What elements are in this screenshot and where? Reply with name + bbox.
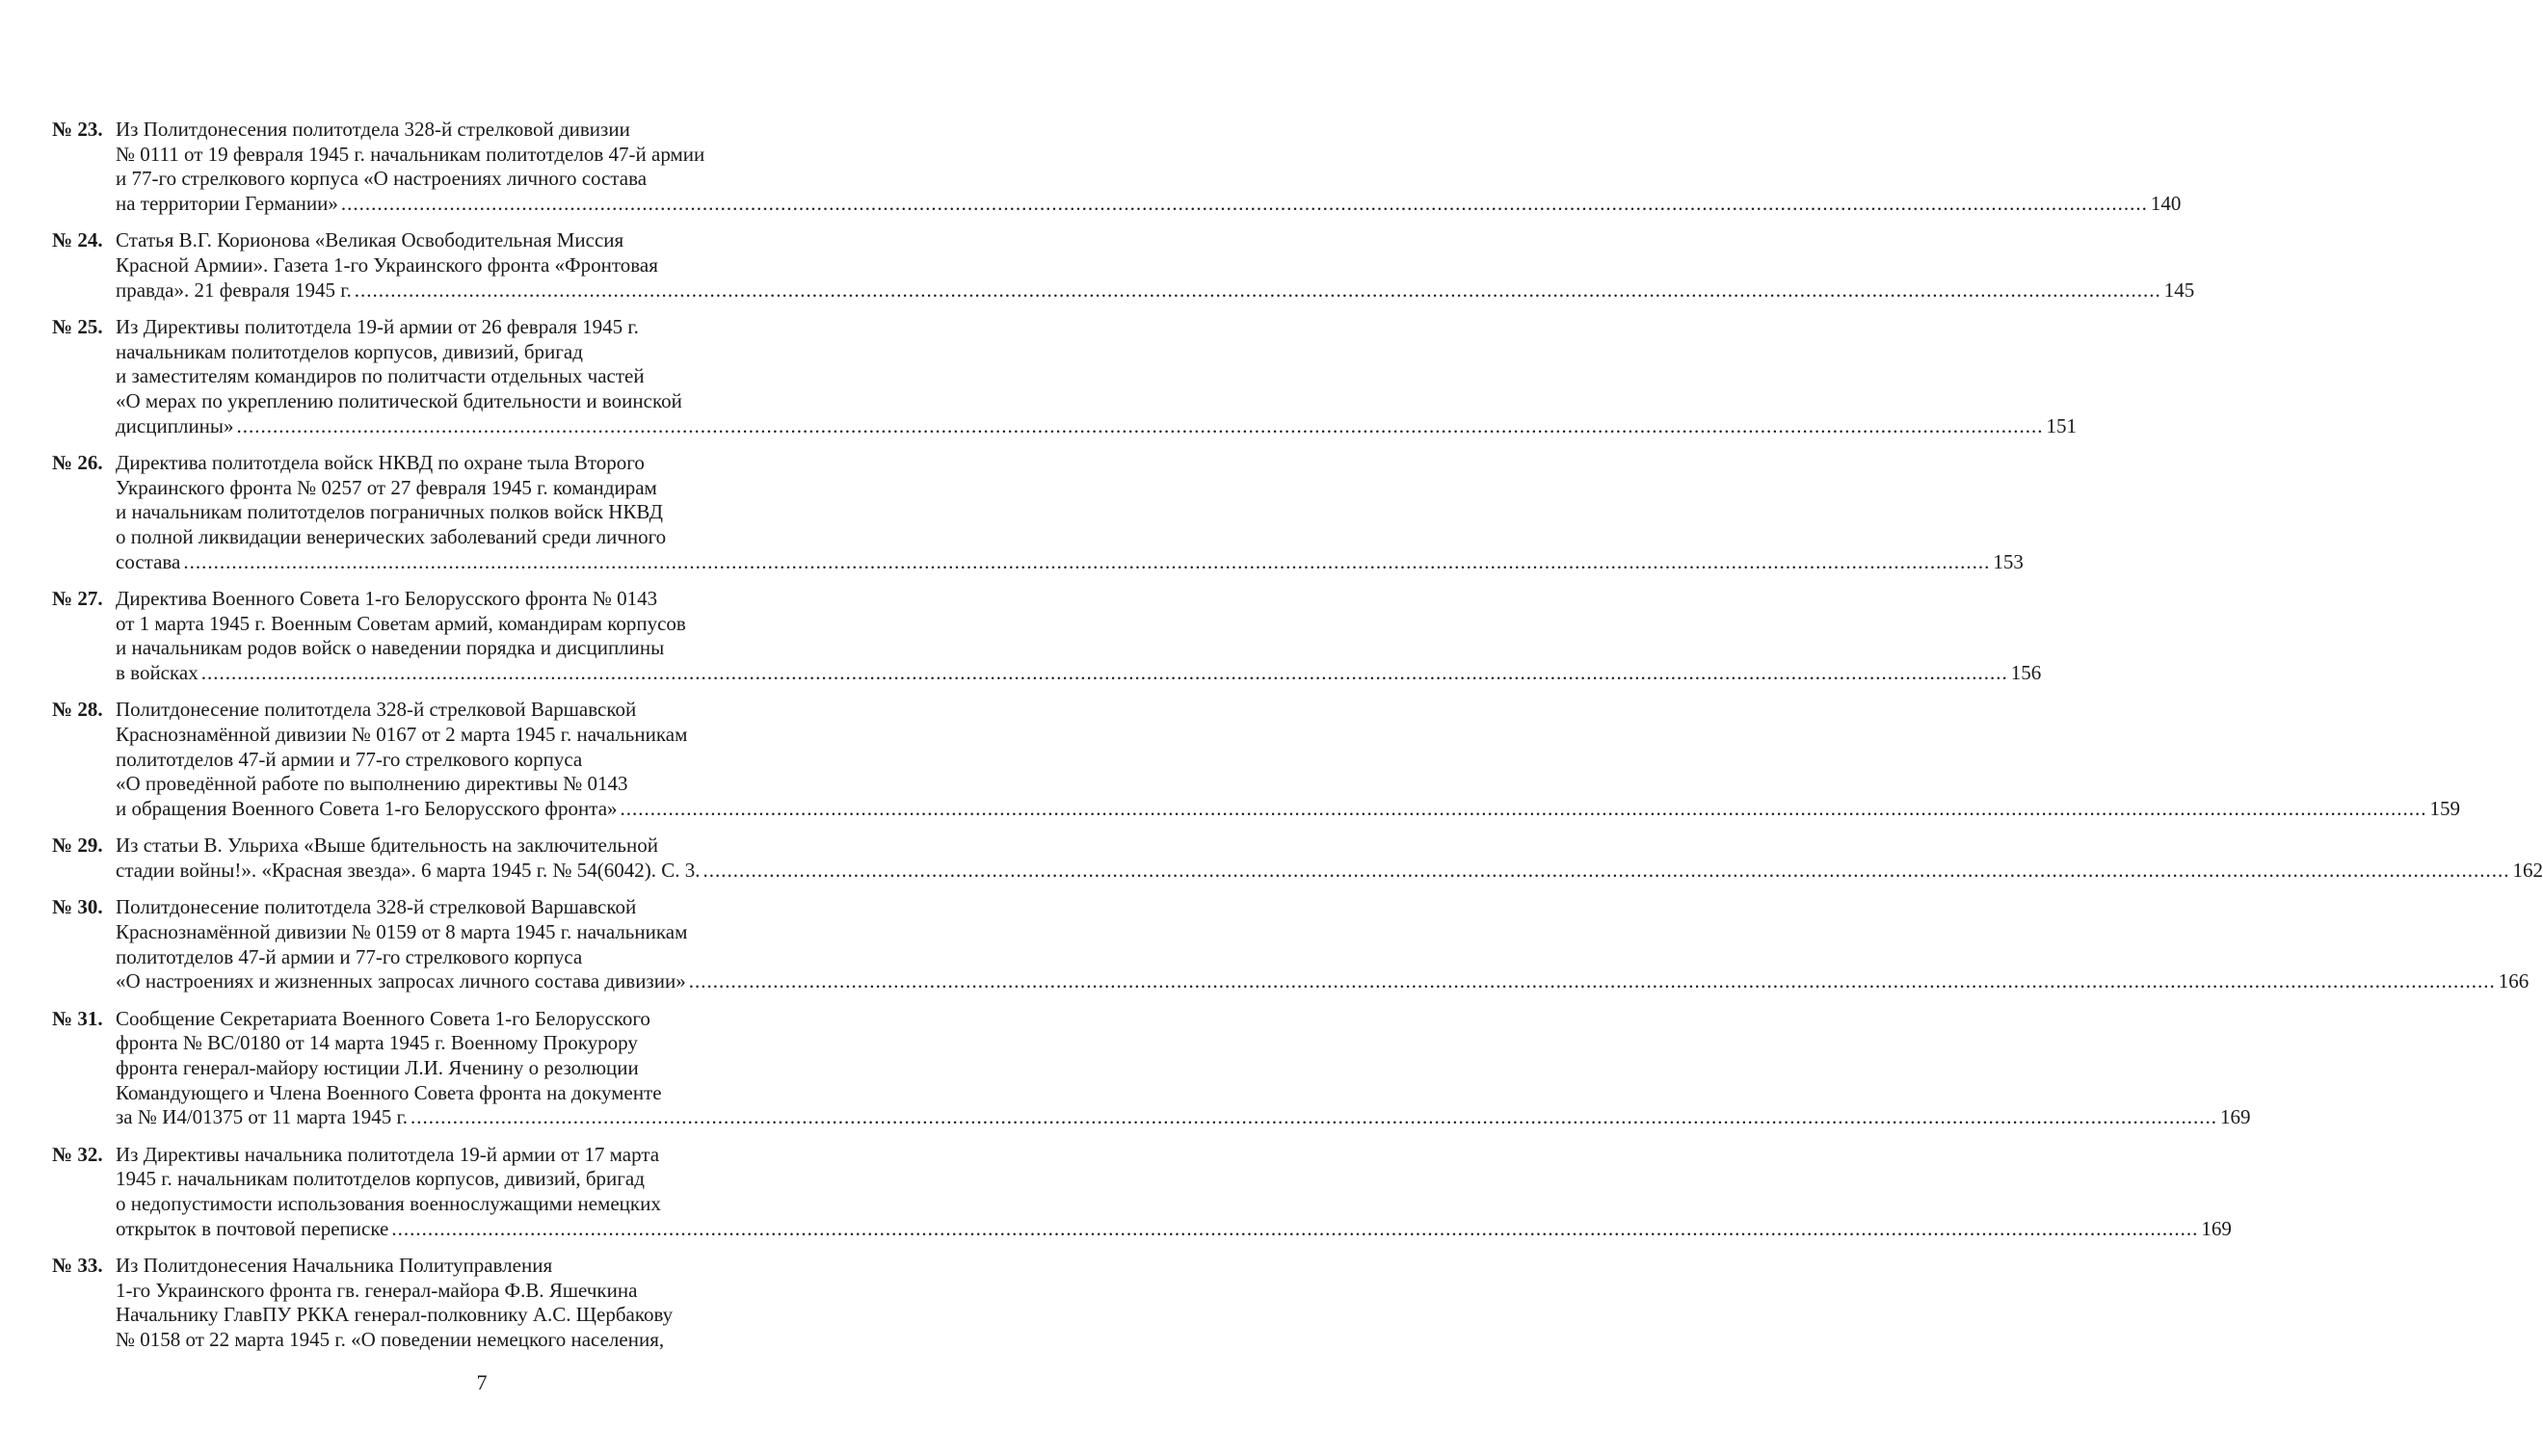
entry-title-line: фронта № ВС/0180 от 14 марта 1945 г. Военному Прокурору <box>116 1031 638 1055</box>
toc-entry <box>52 1142 2232 1242</box>
entry-title-line: «О проведённой работе по выполнению директивы № 0143 <box>116 772 628 796</box>
entry-title-line: Украинского фронта № 0257 от 27 февраля 1945 г. командирам <box>116 475 657 499</box>
entry-title-text: и обращения Военного Совета 1-го Белорусского фронта» <box>116 797 618 821</box>
entry-page-number: 140 <box>2150 192 2182 216</box>
entry-number: № 25. <box>52 314 103 338</box>
entry-number: № 27. <box>52 586 103 610</box>
table-of-contents <box>52 118 2543 1364</box>
entry-title-line: Сообщение Секретариата Военного Совета 1-го Белорусского <box>116 1006 650 1030</box>
dot-leader: ............................................................................................................................................................................................................................................................................................................ <box>200 661 2008 685</box>
entry-title-text: «О настроениях и жизненных запросах личного состава дивизии» <box>116 969 686 993</box>
entry-title-line: Политдонесение политотдела 328-й стрелковой Варшавской <box>116 698 637 722</box>
dot-leader: ............................................................................................................................................................................................................................................................................................................ <box>702 858 2510 882</box>
entry-title-line: Директива политотдела войск НКВД по охране тыла Второго <box>116 450 645 474</box>
entry-title-line: и начальникам родов войск о наведении порядка и дисциплины <box>116 636 665 660</box>
dot-leader: ............................................................................................................................................................................................................................................................................................................ <box>620 797 2427 821</box>
entry-number: № 33. <box>52 1253 103 1277</box>
dot-leader: ............................................................................................................................................................................................................................................................................................................ <box>183 549 1991 573</box>
entry-title-line: от 1 марта 1945 г. Военным Советам армий, командирам корпусов <box>116 611 686 635</box>
entry-page-number: 169 <box>2201 1216 2232 1240</box>
entry-title-line <box>116 413 2078 439</box>
entry-title-line: № 0158 от 22 марта 1945 г. «О поведении немецкого населения, <box>116 1327 665 1351</box>
entry-page-number: 153 <box>1993 549 2024 573</box>
entry-title-text: дисциплины» <box>116 413 234 437</box>
dot-leader: ............................................................................................................................................................................................................................................................................................................ <box>410 1105 2217 1129</box>
toc-entry <box>52 118 2182 217</box>
entry-title-line: политотделов 47-й армии и 77-го стрелкового корпуса <box>116 747 583 771</box>
entry-number: № 32. <box>52 1142 103 1166</box>
entry-title-line <box>116 1216 2232 1242</box>
entry-page-number: 145 <box>2163 278 2195 302</box>
entry-title-text: стадии войны!». «Красная звезда». 6 марта 1945 г. № 54(6042). С. 3. <box>116 858 701 882</box>
entry-number: № 26. <box>52 450 103 474</box>
entry-title-line: Краснознамённой дивизии № 0167 от 2 марта 1945 г. начальникам <box>116 722 688 746</box>
entry-title-text: в войсках <box>116 661 199 685</box>
page-number: 7 <box>476 1370 488 1394</box>
entry-title-line: Из Директивы начальника политотдела 19-й армии от 17 марта <box>116 1142 660 1166</box>
entry-page-number: 156 <box>2010 661 2042 685</box>
entry-title-line <box>116 858 2543 884</box>
entry-title-line: и 77-го стрелкового корпуса «О настроениях личного состава <box>116 167 648 191</box>
entry-title-text: правда». 21 февраля 1945 г. <box>116 278 352 302</box>
entry-title-line: и заместителям командиров по политчасти отдельных частей <box>116 364 645 388</box>
dot-leader: ............................................................................................................................................................................................................................................................................................................ <box>688 969 2496 993</box>
entry-title-line: о недопустимости использования военнослужащими немецких <box>116 1191 661 1215</box>
entry-title-line: 1945 г. начальникам политотделов корпусов, дивизий, бригад <box>116 1167 645 1191</box>
entry-title-line: Красной Армии». Газета 1-го Украинского фронта «Фронтовая <box>116 253 658 278</box>
entry-title-line: Из Политдонесения политотдела 328-й стрелковой дивизии <box>116 118 630 141</box>
entry-title-line: Из Директивы политотдела 19-й армии от 26 февраля 1945 г. <box>116 314 639 338</box>
toc-entry <box>52 698 2461 822</box>
entry-title-line: Командующего и Члена Военного Совета фронта на документе <box>116 1080 662 1104</box>
entry-number: № 24. <box>52 228 103 252</box>
toc-entry <box>52 586 2042 686</box>
dot-leader: ............................................................................................................................................................................................................................................................................................................ <box>236 413 2044 437</box>
toc-entry <box>52 1254 852 1353</box>
entry-title-text: на территории Германии» <box>116 192 338 216</box>
entry-title-line: Краснознамённой дивизии № 0159 от 8 марта 1945 г. начальникам <box>116 919 688 943</box>
entry-title-line: Из статьи В. Ульриха «Выше бдительность на заключительной <box>116 834 658 858</box>
toc-entry <box>52 834 2543 883</box>
entry-title-line <box>116 797 2461 822</box>
entry-title-line: политотделов 47-й армии и 77-го стрелкового корпуса <box>116 944 583 968</box>
entry-title-line: «О мерах по укреплению политической бдительности и воинской <box>116 389 682 413</box>
entry-title-line <box>116 1105 2251 1130</box>
entry-title-line: и начальникам политотделов пограничных полков войск НКВД <box>116 500 663 524</box>
entry-title-line <box>116 278 2195 304</box>
entry-title-line: Статья В.Г. Корионова «Великая Освободительная Миссия <box>116 228 624 252</box>
entry-title-line: о полной ликвидации венерических заболеваний среди личного <box>116 525 667 549</box>
entry-title-line: Начальнику ГлавПУ РККА генерал-полковнику А.С. Щербакову <box>116 1303 674 1327</box>
entry-page-number: 166 <box>2498 969 2530 993</box>
entry-title-text: за № И4/01375 от 11 марта 1945 г. <box>116 1105 408 1129</box>
entry-title-line <box>116 969 2530 994</box>
entry-title-line: Директива Военного Совета 1-го Белорусского фронта № 0143 <box>116 586 658 610</box>
dot-leader: ............................................................................................................................................................................................................................................................................................................ <box>354 278 2161 302</box>
entry-page-number: 151 <box>2046 413 2078 437</box>
toc-entry <box>52 314 2078 439</box>
toc-entry <box>52 228 2195 303</box>
entry-number: № 23. <box>52 118 103 141</box>
dot-leader: ............................................................................................................................................................................................................................................................................................................ <box>391 1216 2199 1240</box>
entry-number: № 28. <box>52 698 103 722</box>
toc-entry <box>52 450 2024 575</box>
entry-title-line <box>116 192 2182 217</box>
entry-title-line <box>116 661 2042 686</box>
entry-title-text: состава <box>116 549 181 573</box>
entry-title-line: Политдонесение политотдела 328-й стрелковой Варшавской <box>116 895 637 919</box>
entry-number: № 31. <box>52 1006 103 1030</box>
entry-title-line <box>116 549 2024 575</box>
entry-title-line: № 0111 от 19 февраля 1945 г. начальникам политотделов 47-й армии <box>116 142 705 166</box>
entry-number: № 30. <box>52 895 103 919</box>
entry-title-line: Из Политдонесения Начальника Политуправления <box>116 1253 553 1277</box>
entry-number: № 29. <box>52 834 103 858</box>
entry-title-line: 1-го Украинского фронта гв. генерал-майора Ф.В. Яшечкина <box>116 1278 638 1302</box>
toc-entry <box>52 895 2530 994</box>
entry-page-number: 159 <box>2429 797 2461 821</box>
toc-entry <box>52 1006 2251 1131</box>
entry-title-text: открыток в почтовой переписке <box>116 1216 389 1240</box>
entry-title-line: начальникам политотделов корпусов, дивизий, бригад <box>116 339 583 363</box>
dot-leader: ............................................................................................................................................................................................................................................................................................................ <box>340 192 2148 216</box>
entry-page-number: 169 <box>2219 1105 2251 1129</box>
entry-page-number: 162 <box>2512 858 2543 882</box>
entry-title-line: фронта генерал-майору юстиции Л.И. Яченину о резолюции <box>116 1055 639 1079</box>
